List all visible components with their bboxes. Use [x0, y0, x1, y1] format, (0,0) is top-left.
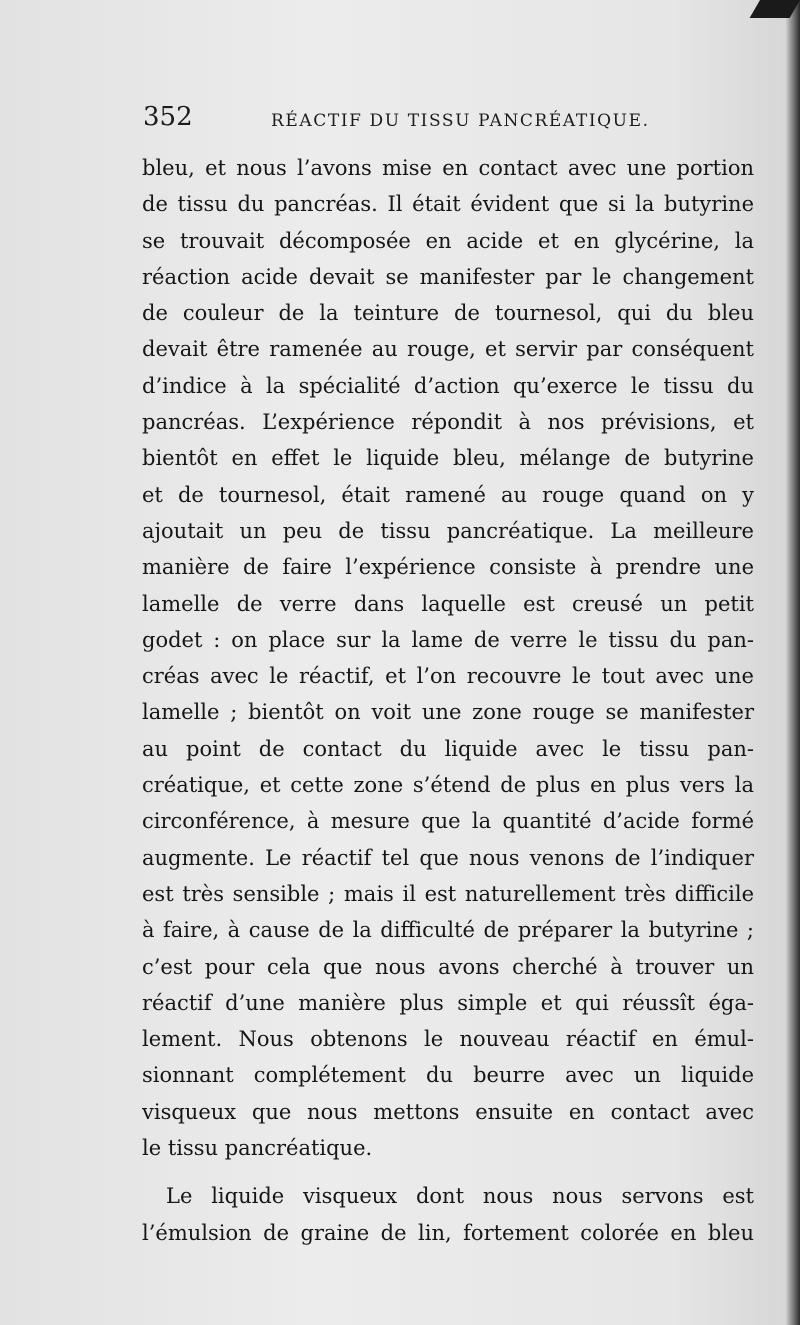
- page-number: 352: [143, 102, 193, 132]
- text-line: Le liquide visqueux dont nous nous servons est: [166, 1184, 754, 1209]
- paragraph-1: [142, 150, 754, 1166]
- text-line: créatique, et cette zone s’étend de plus en plus vers la: [142, 773, 754, 798]
- text-line: visqueux que nous mettons ensuite en contact avec: [142, 1099, 754, 1124]
- text-line: de tissu du pancréas. Il était évident que si la butyrine: [142, 192, 754, 217]
- text-line: et de tournesol, était ramené au rouge quand on y: [142, 482, 754, 507]
- text-line: lement. Nous obtenons le nouveau réactif en émul-: [142, 1027, 754, 1052]
- text-line: le tissu pancréatique.: [142, 1136, 373, 1161]
- page-edge-shadow: [786, 0, 800, 1325]
- text-line: ajoutait un peu de tissu pancréatique. La meilleure: [142, 518, 754, 543]
- body-text: [142, 150, 754, 1251]
- text-line: est très sensible ; mais il est naturellement très difficile: [142, 881, 754, 906]
- page-header: [143, 102, 743, 136]
- text-line: lamelle ; bientôt on voit une zone rouge se manifester: [142, 700, 754, 725]
- text-line: devait être ramenée au rouge, et servir par conséquent: [142, 337, 754, 362]
- text-line: circonférence, à mesure que la quantité d’acide formé: [142, 809, 754, 834]
- text-line: c’est pour cela que nous avons cherché à trouver un: [142, 954, 754, 979]
- text-line: à faire, à cause de la difficulté de préparer la butyrine ;: [142, 918, 754, 943]
- text-line: au point de contact du liquide avec le tissu pan-: [142, 736, 754, 761]
- text-line: sionnant complétement du beurre avec un liquide: [142, 1063, 754, 1088]
- text-line: se trouvait décomposée en acide et en glycérine, la: [142, 228, 754, 253]
- text-line: manière de faire l’expérience consiste à prendre une: [142, 555, 754, 580]
- text-line: créas avec le réactif, et l’on recouvre le tout avec une: [142, 664, 754, 689]
- text-line: de couleur de la teinture de tournesol, qui du bleu: [142, 301, 754, 326]
- text-line: pancréas. L’expérience répondit à nos prévisions, et: [142, 410, 754, 435]
- text-line: godet : on place sur la lame de verre le tissu du pan-: [142, 627, 754, 652]
- text-line: l’émulsion de graine de lin, fortement colorée en bleu: [142, 1220, 754, 1245]
- text-line: réaction acide devait se manifester par le changement: [142, 264, 754, 289]
- text-line: d’indice à la spécialité d’action qu’exerce le tissu du: [142, 373, 754, 398]
- text-line: lamelle de verre dans laquelle est creusé un petit: [142, 591, 754, 616]
- paragraph-gap: [142, 1166, 754, 1178]
- text-line: réactif d’une manière plus simple et qui réussît éga-: [142, 990, 754, 1015]
- paragraph-2: [142, 1178, 754, 1251]
- text-line: augmente. Le réactif tel que nous venons de l’indiquer: [142, 845, 754, 870]
- text-line: bleu, et nous l’avons mise en contact avec une portion: [142, 156, 754, 180]
- running-title: RÉACTIF DU TISSU PANCRÉATIQUE.: [271, 111, 650, 131]
- text-line: bientôt en effet le liquide bleu, mélange de butyrine: [142, 446, 754, 471]
